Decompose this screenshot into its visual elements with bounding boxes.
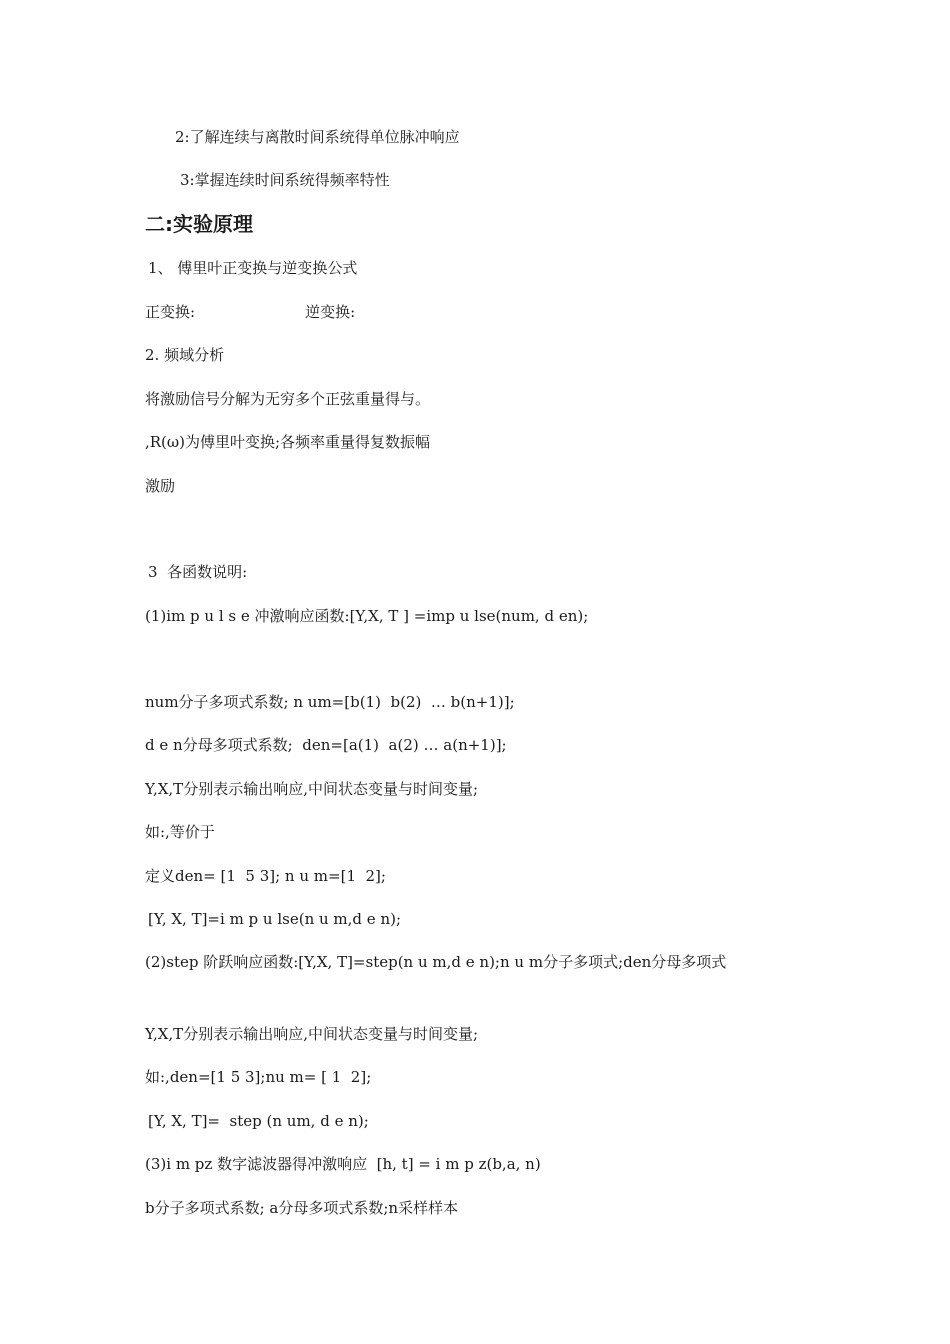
objective-2: 2:了解连续与离散时间系统得单位脉冲响应 (175, 128, 460, 146)
item-1-fourier: 1、 傅里叶正变换与逆变换公式 (148, 259, 358, 277)
example-equivalent: 如:,等价于 (145, 823, 215, 841)
inverse-transform-label: 逆变换: (305, 303, 356, 321)
item-3-functions: 3 各函数说明: (148, 563, 248, 581)
yxt-description-2: Y,X,T分别表示输出响应,中间状态变量与时间变量; (145, 1025, 479, 1043)
den-description: d e n分母多项式系数; den=[a(1) a(2) … a(n+1)]; (145, 736, 507, 754)
decompose-text: 将激励信号分解为无穷多个正弦重量得与。 (145, 390, 431, 408)
yxt-description-1: Y,X,T分别表示输出响应,中间状态变量与时间变量; (145, 780, 479, 798)
excitation-text: 激励 (145, 477, 176, 495)
item-2-frequency: 2. 频域分析 (145, 346, 225, 364)
fourier-amplitude-text: ,R(ω)为傅里叶变换;各频率重量得复数振幅 (145, 433, 431, 451)
forward-transform-label: 正变换: (145, 303, 196, 321)
impz-parameters: b分子多项式系数; a分母多项式系数;n采样样本 (145, 1199, 459, 1217)
section-heading: 二:实验原理 (145, 212, 253, 236)
transform-line (145, 302, 355, 322)
objective-3: 3:掌握连续时间系统得频率特性 (180, 171, 390, 189)
impz-function: (3)i m pz 数字滤波器得冲激响应 [h, t] = i m p z(b,a, n) (145, 1155, 541, 1173)
impulse-function: (1)im p u l s e 冲激响应函数:[Y,X, T ] =imp u lse(num, d en); (145, 607, 589, 625)
step-function: (2)step 阶跃响应函数:[Y,X, T]=step(n u m,d e n);n u m分子多项式;den分母多项式 (145, 953, 727, 971)
num-description: num分子多项式系数; n um=[b(1) b(2) … b(n+1)]; (145, 693, 515, 711)
define-den-num: 定义den= [1 5 3]; n u m=[1 2]; (145, 867, 386, 885)
step-call: [Y, X, T]= step (n um, d e n); (148, 1112, 369, 1130)
example-den-num: 如:,den=[1 5 3];nu m= [ 1 2]; (145, 1068, 372, 1086)
impulse-call: [Y, X, T]=i m p u lse(n u m,d e n); (148, 910, 402, 928)
